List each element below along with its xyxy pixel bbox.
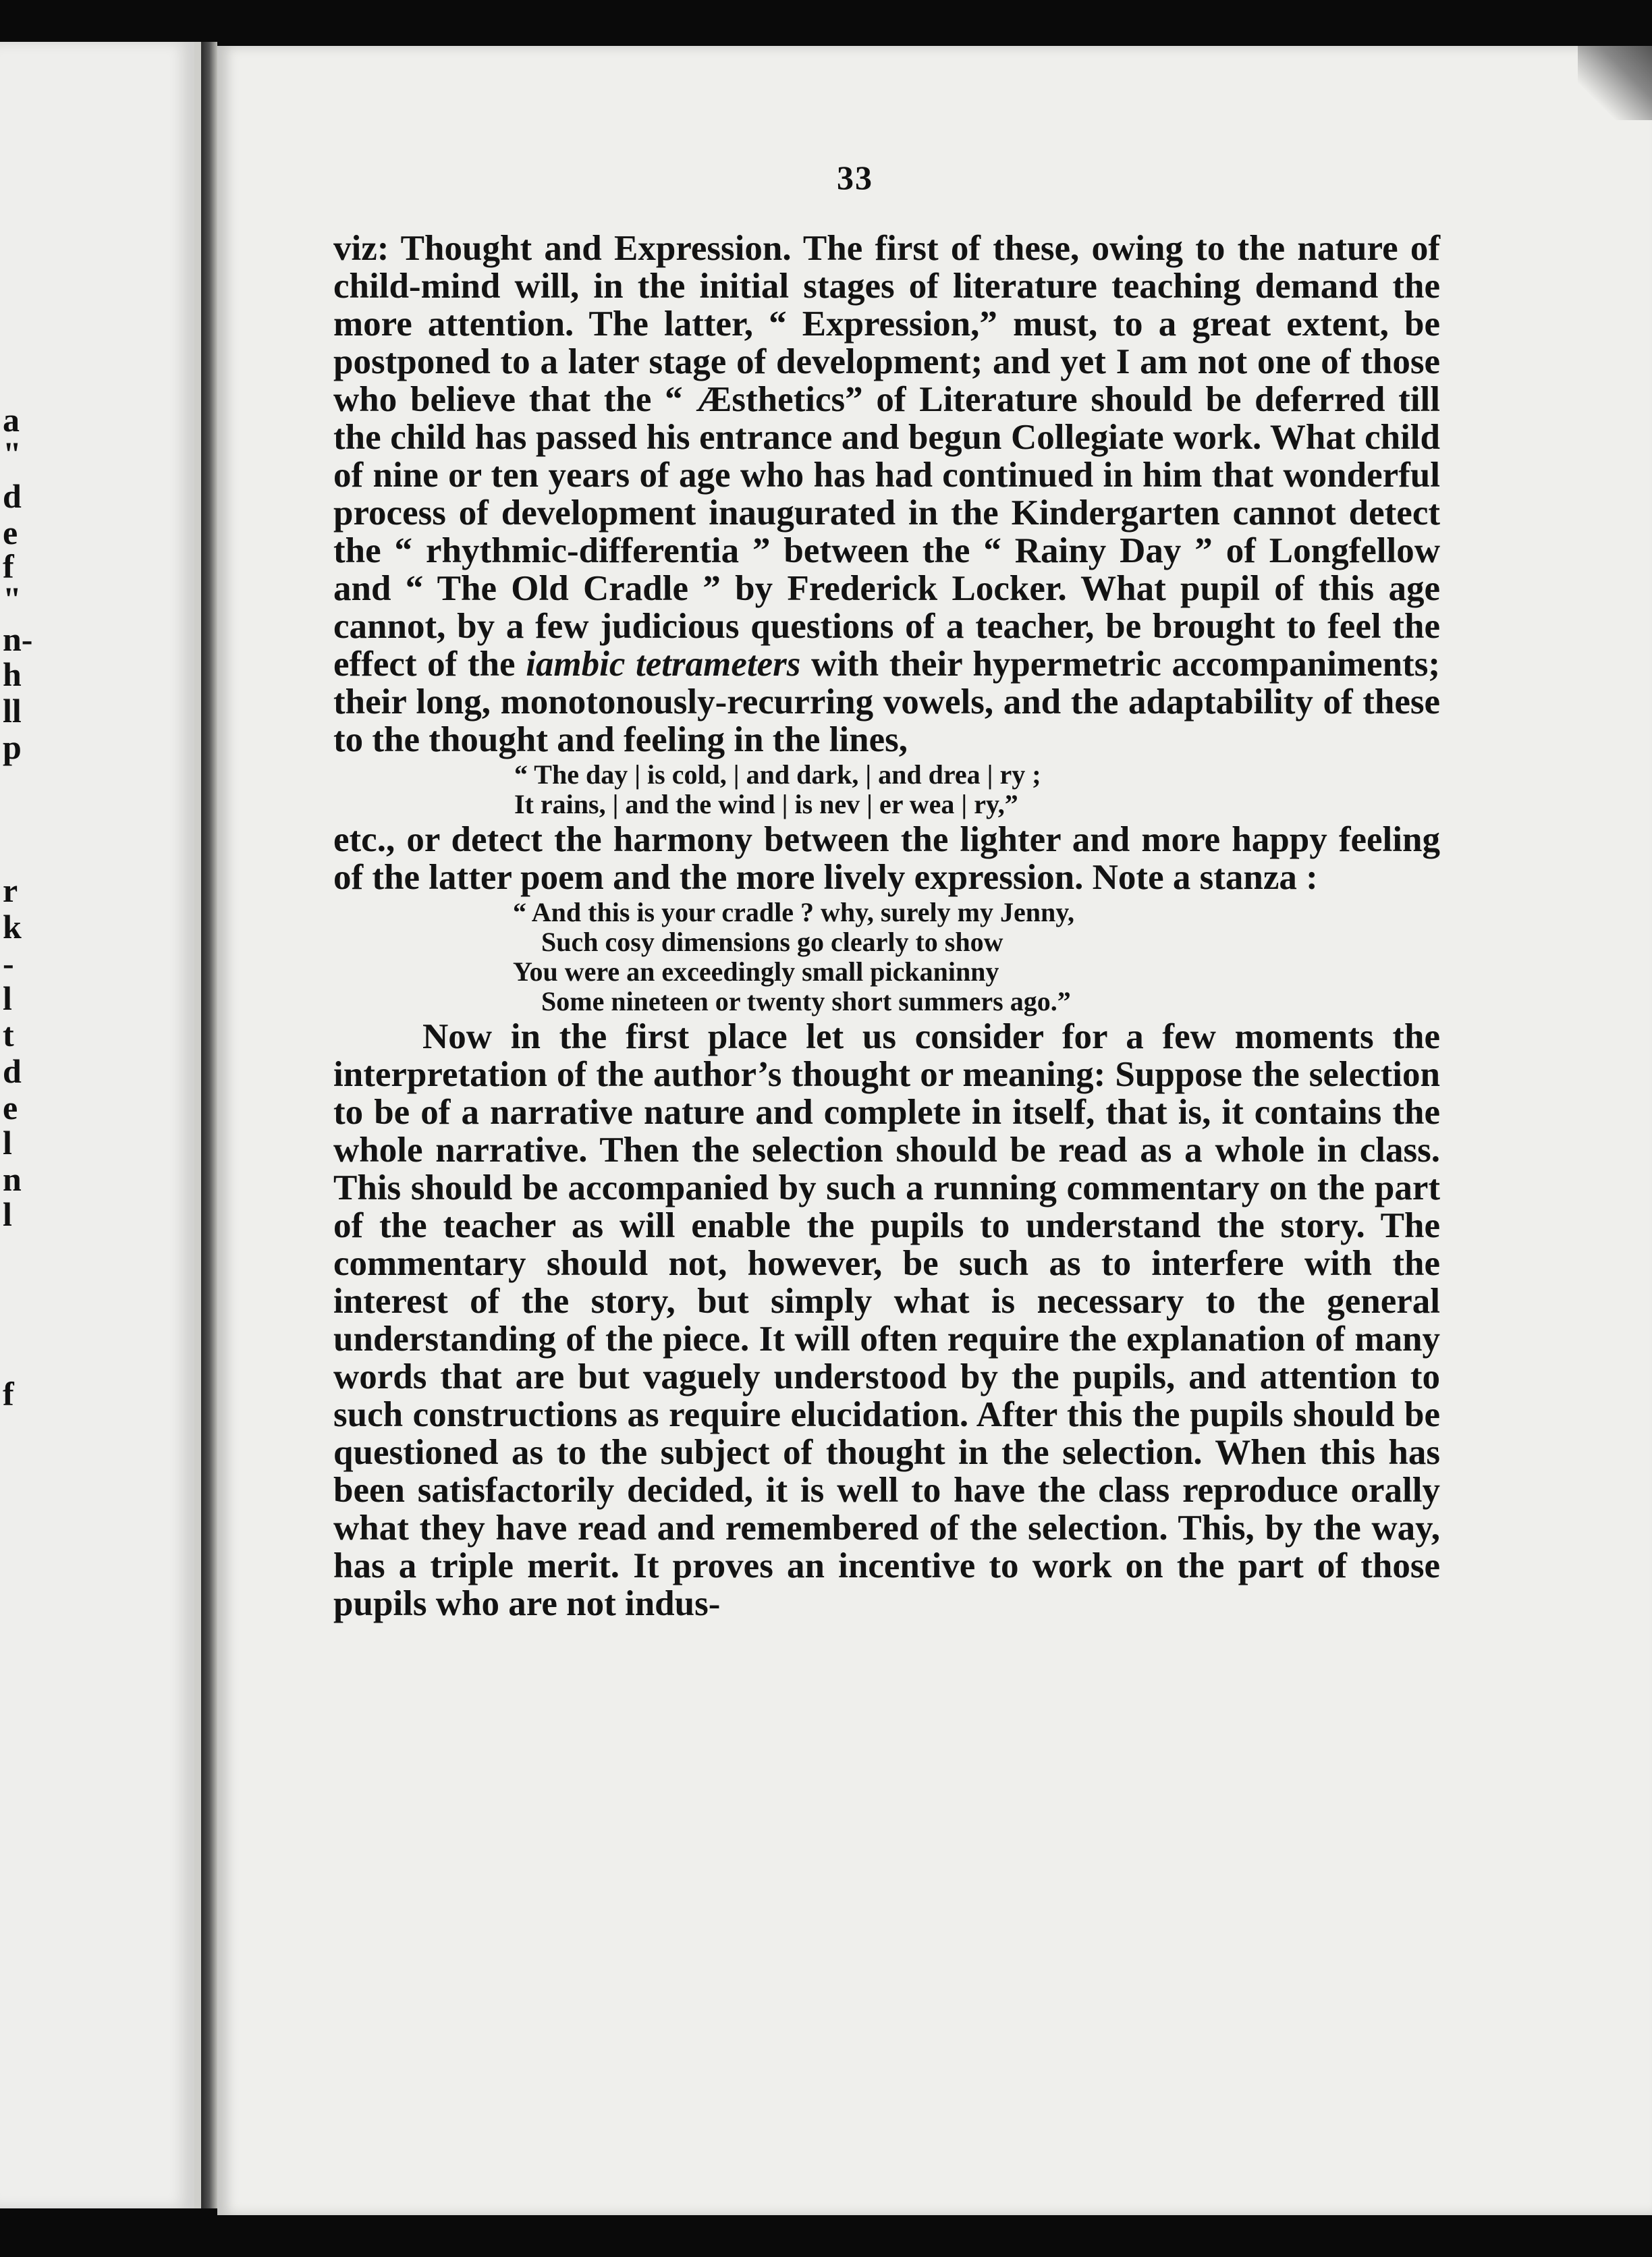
fragment: f [3, 1375, 14, 1413]
previous-page-edge [0, 42, 201, 2208]
fragment: l [3, 1124, 12, 1162]
fragment: h [3, 655, 22, 693]
paragraph [333, 229, 1440, 759]
verse-line: Such cosy dimensions go clearly to show [541, 927, 1003, 957]
verse-line: It rains, | and the wind | is nev | er wea | ry,” [514, 789, 1018, 819]
fragment: ll [3, 692, 22, 730]
verse-line: You were an exceedingly small pickaninny [513, 956, 999, 987]
verse-quotation [333, 759, 1440, 821]
paragraph-text: viz: Thought and Expression. The first of these, owing to the nature of child-mind will, in the initial stages of literature teaching demand the more attention. The latter, “ Expression,” must, to a great extent, be postponed to a later stage of development; and yet I am not one of those who believe that the “ Æsthetics” of Literature should be deferred till the child has passed his entrance and begun Collegiate work. What child of nine or ten years of age who has had continued in him that wonderful process of development inaugurated in the Kindergarten cannot detect the “ rhythmic-differentia ” between the “ Rainy Day ” of Longfellow and “ The Old Cradle ” by Frederick Locker. What pupil of this age cannot, by a few judicious questions of a teacher, be brought to feel the effect of the [333, 229, 1440, 684]
verse-line: “ The day | is cold, | and dark, | and drea | ry ; [514, 759, 1041, 790]
fragment: k [3, 908, 22, 946]
emphasized-term: iambic tetrameters [526, 645, 801, 684]
fragment: - [3, 944, 14, 982]
paragraph-text: with their hypermetric accompaniments; their long, monotonously-recurring vowels, and the adaptability of these to the thought and feeling in the lines, [333, 645, 1440, 759]
fragment: e [3, 1089, 18, 1126]
verse-line: Some nineteen or twenty short summers ago.” [541, 986, 1071, 1016]
fragment: " [3, 580, 22, 618]
fragment: l [3, 979, 12, 1017]
fragment: r [3, 871, 18, 909]
body-text [333, 229, 1440, 1623]
book-gutter [201, 42, 217, 2208]
paragraph: Now in the first place let us consider for a few moments the interpretation of the author’s thought or meaning: Suppose the selection to be of a narrative nature and complete in itself, that is, it contains the whole narrative. Then the selection should be read as a whole in class. This should be accompanied by such a running commentary on the part of the teacher as will enable the pupils to understand the story. The commentary should not, however, be such as to interfere with the interest of the story, but simply what is necessary to the general understanding of the piece. It will often require the explanation of many words that are but vaguely understood by the pupils, and attention to such constructions as require elucidation. After this the pupils should be questioned as to the subject of thought in the selection. When this has been satisfactorily decided, it is well to have the class reproduce orally what they have read and remembered of the selection. This, by the way, has a triple merit. It proves an incentive to work on the part of those pupils who are not indus- [333, 1017, 1440, 1623]
verse-line: “ And this is your cradle ? why, surely my Jenny, [513, 897, 1074, 927]
fragment: " [3, 435, 22, 472]
page-number: 33 [837, 159, 873, 196]
fragment: p [3, 728, 22, 766]
fragment: t [3, 1016, 14, 1054]
fragment: l [3, 1195, 12, 1233]
fragment: f [3, 547, 14, 585]
fragment: n [3, 1160, 22, 1198]
fragment: d [3, 477, 22, 515]
stanza-quotation [333, 896, 1440, 1018]
paragraph: etc., or detect the harmony between the lighter and more happy feeling of the latter poem and the more lively expression. Note a stanza : [333, 820, 1440, 897]
fragment: n- [3, 620, 33, 658]
fragment: d [3, 1052, 22, 1090]
page-corner-curl [1578, 46, 1652, 120]
fragment: a [3, 401, 20, 439]
fragment: e [3, 514, 18, 551]
